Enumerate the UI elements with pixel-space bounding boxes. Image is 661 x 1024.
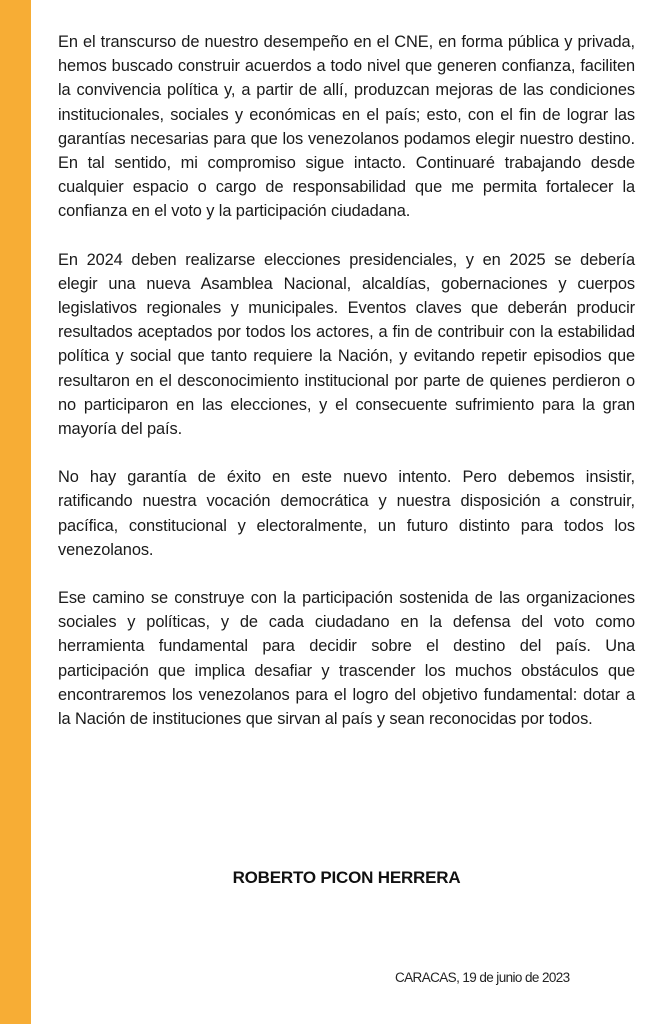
paragraph-3: No hay garantía de éxito en este nuevo intento. Pero debemos insistir, ratificando nuestra vocación democrática y nuestra disposición a construir, pacífica, constitucional y electoralmente, un futuro distinto para todos los venezolanos. bbox=[58, 468, 635, 559]
place-date: CARACAS, 19 de junio de 2023 bbox=[395, 970, 570, 985]
signature-name: ROBERTO PICON HERRERA bbox=[232, 868, 461, 887]
letter-body bbox=[58, 30, 635, 731]
left-accent-bar bbox=[0, 0, 31, 1024]
paragraph-2: En 2024 deben realizarse elecciones presidenciales, y en 2025 se debería elegir una nueva Asamblea Nacional, alcaldías, gobernaciones y cuerpos legislativos regionales y municipales. Eventos claves que deberán producir resultados aceptados por todos los actores, a fin de contribuir con la estabilidad política y social que tanto requiere la Nación, y evitando repetir episodios que resultaron en el desconocimiento institucional por parte de quienes perdieron o no participaron en las elecciones, y el consecuente sufrimiento para la gran mayoría del país. bbox=[58, 250, 635, 439]
paragraph-1: En el transcurso de nuestro desempeño en el CNE, en forma pública y privada, hemos buscado construir acuerdos a todo nivel que generen confianza, faciliten la convivencia política y, a partir de allí, produzcan mejoras de las condiciones institucionales, sociales y económicas en el país; esto, con el fin de lograr las garantías necesarias para que los venezolanos podamos elegir nuestro destino. En tal sentido, mi compromiso sigue intacto. Continuaré trabajando desde cualquier espacio o cargo de responsabilidad que me permita fortalecer la confianza en el voto y la participación ciudadana. bbox=[58, 33, 635, 221]
paragraph-4: Ese camino se construye con la participación sostenida de las organizaciones sociales y políticas, y de cada ciudadano en la defensa del voto como herramienta fundamental para decidir sobre el destino del país. Una participación que implica desafiar y trascender los muchos obstáculos que encontraremos los venezolanos para el logro del objetivo fundamental: dotar a la Nación de instituciones que sirvan al país y sean reconocidas por todos. bbox=[58, 589, 635, 729]
